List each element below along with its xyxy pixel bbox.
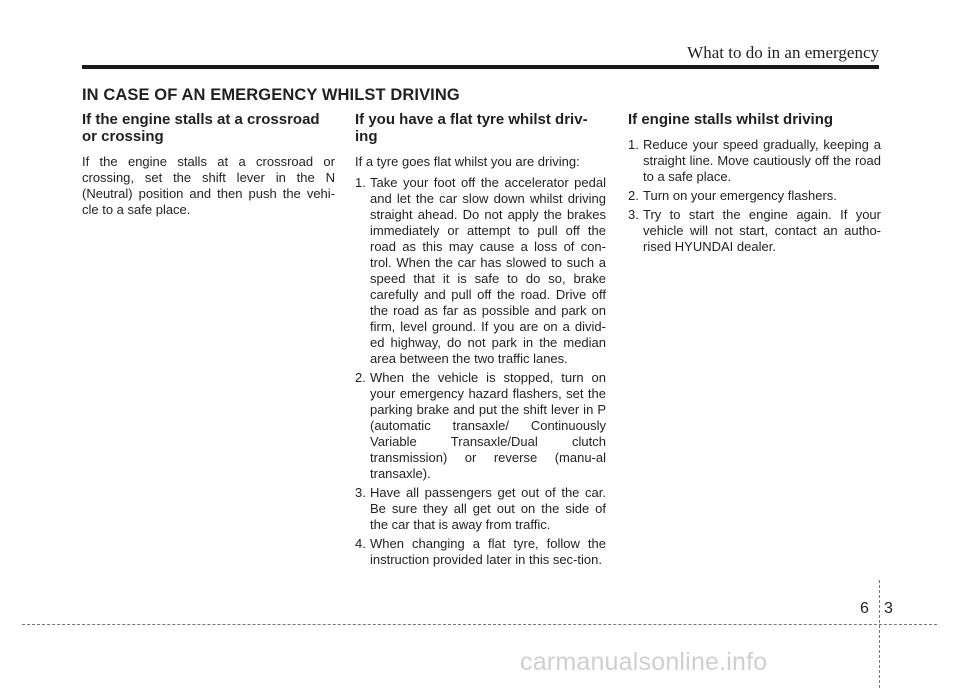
item-text: Turn on your emergency flashers.	[643, 188, 837, 203]
list-item	[628, 137, 881, 185]
list-item	[355, 485, 606, 533]
item-number: 2.	[355, 370, 366, 385]
item-number: 3.	[628, 207, 639, 222]
section-title: IN CASE OF AN EMERGENCY WHILST DRIVING	[82, 86, 460, 104]
list-item	[355, 370, 606, 482]
running-header-title: What to do in an emergency	[687, 43, 879, 62]
item-number: 3.	[355, 485, 366, 500]
watermark: carmanualsonline.info	[520, 648, 768, 676]
column-engine-stalls-crossroad	[82, 111, 335, 218]
item-number: 4.	[355, 536, 366, 551]
page-chapter-number: 6	[860, 600, 869, 617]
item-text: Try to start the engine again. If your vehicle will not start, contact an autho-rised HYUNDAI dealer.	[643, 207, 881, 254]
item-number: 1.	[355, 175, 366, 190]
list-item	[628, 207, 881, 255]
column-engine-stalls-driving	[628, 111, 881, 258]
item-text: Take your foot off the accelerator pedal and let the car slow down whilst driving straight ahead. Do not apply the brakes immediately or attempt to pull off the road as this may cause a loss of con-trol. When the car has slowed to such a speed that it is safe to do so, brake carefully and pull off the road. Drive off the road as far as possible and park on firm, level ground. If you are on a divid-ed highway, do not park in the median area between the two traffic lanes.	[370, 175, 606, 366]
column-body: If the engine stalls at a crossroad or crossing, set the shift lever in the N (Neutral) position and then push the vehi-cle to a safe place.	[82, 154, 335, 217]
footer-page-divider	[879, 580, 880, 688]
column-heading: If engine stalls whilst driving	[628, 111, 834, 128]
list-item	[628, 188, 881, 204]
header-rule	[82, 65, 879, 69]
page-number: 3	[884, 600, 893, 617]
item-text: Reduce your speed gradually, keeping a straight line. Move cautiously off the road to a safe place.	[643, 137, 881, 184]
column-intro: If a tyre goes flat whilst you are driving:	[355, 154, 580, 169]
column-heading: If the engine stalls at a crossroad or crossing	[82, 111, 320, 145]
list-item	[355, 175, 606, 367]
step-list	[628, 137, 881, 255]
column-flat-tyre	[355, 111, 606, 571]
item-number: 2.	[628, 188, 639, 203]
list-item	[355, 536, 606, 568]
item-text: Have all passengers get out of the car. Be sure they all get out on the side of the car that is away from traffic.	[370, 485, 606, 532]
item-text: When the vehicle is stopped, turn on your emergency hazard flashers, set the parking brake and put the shift lever in P (automatic transaxle/ Continuously Variable Transaxle/Dual clutch transmission) or reverse (manu-al transaxle).	[370, 370, 606, 481]
step-list	[355, 175, 606, 568]
item-number: 1.	[628, 137, 639, 152]
footer-dashed-rule	[22, 624, 937, 625]
column-heading: If you have a flat tyre whilst driv-ing	[355, 111, 588, 145]
item-text: When changing a flat tyre, follow the instruction provided later in this sec-tion.	[370, 536, 606, 567]
